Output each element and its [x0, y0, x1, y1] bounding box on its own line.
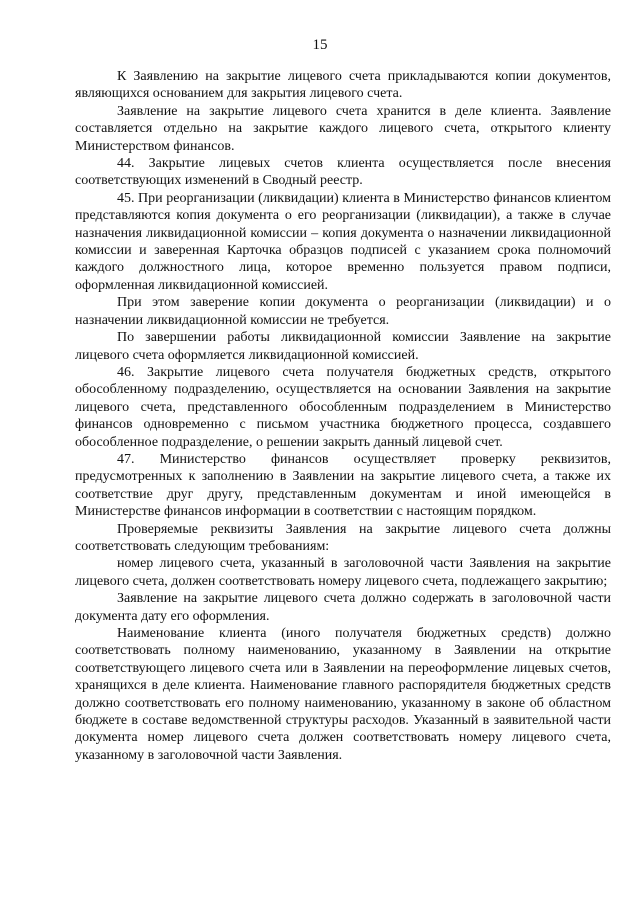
requirement-item: Наименование клиента (иного получателя бюджетных средств) должно соответствовать полному наименованию, указанному в Заявлении на открытие соответствующего лицевого счета или в Заявлении на переоформление лицевых счетов, хранящихся в деле клиента. Наименование главного распорядителя бюджетных средств должно соответствовать его полному наименованию, указанному в законе об областном бюджете в составе ведомственной структуры расходов. Указанный в заявительной части документа номер лицевого счета должен соответствовать номеру лицевого счета, указанному в заголовочной части Заявления. [75, 626, 611, 763]
paragraph: При этом заверение копии документа о реорганизации (ликвидации) и о назначении ликвидационной комиссии не требуется. [75, 295, 611, 328]
paragraph: Проверяемые реквизиты Заявления на закрытие лицевого счета должны соответствовать следующим требованиям: [75, 521, 611, 554]
paragraph: Заявление на закрытие лицевого счета хранится в деле клиента. Заявление составляется отдельно на закрытие каждого лицевого счета, открытого клиенту Министерством финансов. [75, 103, 611, 154]
requirement-item: Заявление на закрытие лицевого счета должно содержать в заголовочной части документа дату его оформления. [75, 591, 611, 624]
paragraph-item-45: 45. При реорганизации (ликвидации) клиента в Министерство финансов клиентом представляются копия документа о его реорганизации (ликвидации), а также в случае назначения ликвидационной комиссии – копия документа о назначении ликвидационной комиссии и заверенная Карточка образцов подписей с указанием срока полномочий каждого должностного лица, которое временно пользуется правом подписи, оформленная ликвидационной комиссией. [75, 190, 611, 293]
document-body [75, 68, 611, 764]
paragraph-item-47: 47. Министерство финансов осуществляет проверку реквизитов, предусмотренных к заполнению в Заявлении на закрытие лицевого счета, а также их соответствие друг другу, представленным документам и иной имеющейся в Министерстве финансов информации в соответствии с настоящим порядком. [75, 451, 611, 520]
requirement-item: номер лицевого счета, указанный в заголовочной части Заявления на закрытие лицевого счета, должен соответствовать номеру лицевого счета, подлежащего закрытию; [75, 556, 611, 589]
paragraph-item-46: 46. Закрытие лицевого счета получателя бюджетных средств, открытого обособленному подразделению, осуществляется на основании Заявления на закрытие лицевого счета, представленного обособленным подразделением в Министерство финансов одновременно с письмом участника бюджетного процесса, создавшего обособленное подразделение, о решении закрыть данный лицевой счет. [75, 364, 611, 450]
paragraph: К Заявлению на закрытие лицевого счета прикладываются копии документов, являющихся основанием для закрытия лицевого счета. [75, 69, 611, 102]
page-number: 15 [312, 37, 328, 53]
paragraph: По завершении работы ликвидационной комиссии Заявление на закрытие лицевого счета оформляется ликвидационной комиссией. [75, 330, 611, 363]
paragraph-item-44: 44. Закрытие лицевых счетов клиента осуществляется после внесения соответствующих изменений в Сводный реестр. [75, 156, 611, 189]
